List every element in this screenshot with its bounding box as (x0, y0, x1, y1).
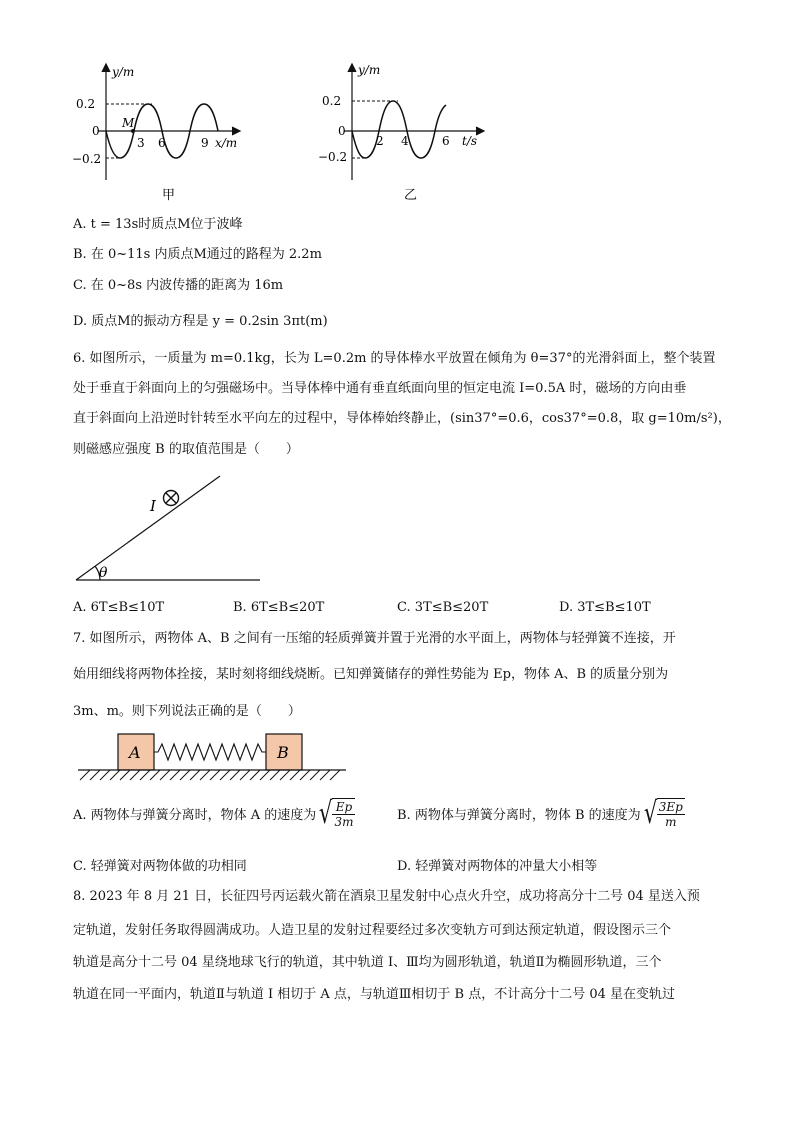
q6-line-4: 则磁感应强度 B 的取值范围是（ ） (73, 442, 299, 457)
jia-caption: 甲 (162, 188, 176, 203)
q8-line-1: 8. 2023 年 8 月 21 日，长征四号丙运载火箭在酒泉卫星发射中心点火升空，成功将高分十二号 04 星送入预 (73, 889, 700, 904)
q8-line-2: 定轨道，发射任务取得圆满成功。人造卫星的发射过程要经过多次变轨方可到达预定轨道，假设图示三个 (73, 923, 672, 938)
wave-graph-yi (312, 58, 512, 208)
jia-ytick-bottom: −0.2 (72, 152, 102, 166)
q5-option-c: C. 在 0~8s 内波传播的距离为 16m (73, 278, 284, 293)
incline-figure (70, 470, 270, 586)
frac-b-denominator: m (665, 815, 677, 829)
frac-a-numerator: Ep (332, 800, 355, 815)
q5-option-a: A. t = 13s时质点M位于波峰 (73, 217, 243, 232)
current-label: I (150, 497, 156, 515)
yi-xtick-4: 4 (401, 134, 409, 148)
q6-line-1: 6. 如图所示，一质量为 m=0.1kg，长为 L=0.2m 的导体棒水平放置在倾角为 θ=37°的光滑斜面上，整个装置 (73, 351, 716, 366)
q6-line-3: 直于斜面向上沿逆时针转至水平向左的过程中，导体棒始终静止，(sin37°=0.6，cos37°=0.8，取 g=10m/s²)， (73, 411, 731, 426)
angle-label: θ (99, 565, 108, 581)
jia-xtick-6: 6 (158, 136, 166, 150)
q8-line-4: 轨道在同一平面内，轨道Ⅱ与轨道 Ⅰ 相切于 A 点，与轨道Ⅲ相切于 B 点，不计高分十二号 04 星在变轨过 (73, 987, 676, 1002)
q7-option-a (73, 795, 355, 831)
q6-option-a: A. 6T≤B≤10T (73, 600, 165, 615)
block-b-label: B (277, 743, 289, 762)
jia-ytick-zero: 0 (92, 124, 100, 138)
frac-b-numerator: 3Ep (658, 800, 683, 814)
jia-xlabel: x/m (215, 136, 238, 150)
jia-xtick-3: 3 (137, 136, 145, 150)
q7-line-3: 3m、m。则下列说法正确的是（ ） (73, 704, 301, 719)
q7-option-c: C. 轻弹簧对两物体做的功相同 (73, 859, 247, 874)
q5-option-d: D. 质点M的振动方程是 y = 0.2sin 3πt(m) (73, 314, 328, 329)
yi-ytick-bottom: −0.2 (318, 150, 348, 164)
yi-caption: 乙 (404, 188, 418, 203)
q7-line-2: 始用细线将两物体拴接，某时刻将细线烧断。已知弹簧储存的弹性势能为 Ep，物体 A、B 的质量分别为 (73, 667, 669, 682)
q8-line-3: 轨道是高分十二号 04 星绕地球飞行的轨道，其中轨道 Ⅰ、Ⅲ均为圆形轨道，轨道Ⅱ为椭圆形轨道，三个 (73, 955, 662, 970)
spring (154, 744, 266, 760)
yi-xlabel: t/s (462, 134, 478, 148)
q7-line-1: 7. 如图所示，两物体 A、B 之间有一压缩的轻质弹簧并置于光滑的水平面上，两物体与轻弹簧不连接，开 (73, 631, 676, 646)
q7-option-b-text: B. 两物体与弹簧分离时，物体 B 的速度为 (397, 808, 641, 823)
jia-ytick-top: 0.2 (76, 97, 96, 111)
q7-option-a-text: A. 两物体与弹簧分离时，物体 A 的速度为 (73, 808, 317, 823)
q6-option-d: D. 3T≤B≤10T (559, 600, 651, 615)
q6-option-b: B. 6T≤B≤20T (233, 600, 325, 615)
yi-ytick-top: 0.2 (322, 94, 342, 108)
frac-a-denominator: 3m (334, 815, 354, 829)
sqrt-expression-b: √ $\frac{3Ep}{m}$ (643, 795, 683, 831)
sqrt-expression-a: √ $\frac{Ep}{3m}$ (319, 795, 354, 831)
yi-xtick-6: 6 (442, 134, 450, 148)
yi-ytick-zero: 0 (338, 124, 346, 138)
q7-option-b (397, 795, 685, 831)
q7-option-d: D. 轻弹簧对两物体的冲量大小相等 (397, 859, 598, 874)
spring-blocks-figure (76, 730, 348, 784)
q6-line-2: 处于垂直于斜面向上的匀强磁场中。当导体棒中通有垂直纸面向里的恒定电流 I=0.5A 时，磁场的方向由垂 (73, 381, 687, 396)
yi-ylabel: y/m (358, 63, 381, 77)
q6-option-c: C. 3T≤B≤20T (397, 600, 489, 615)
wave-graph-jia (70, 58, 260, 208)
block-a-label: A (129, 743, 141, 762)
jia-point-m: M (122, 116, 135, 130)
q5-option-b: B. 在 0~11s 内质点M通过的路程为 2.2m (73, 247, 322, 262)
jia-ylabel: y/m (112, 65, 135, 79)
jia-xtick-9: 9 (201, 136, 209, 150)
yi-xtick-2: 2 (376, 134, 384, 148)
